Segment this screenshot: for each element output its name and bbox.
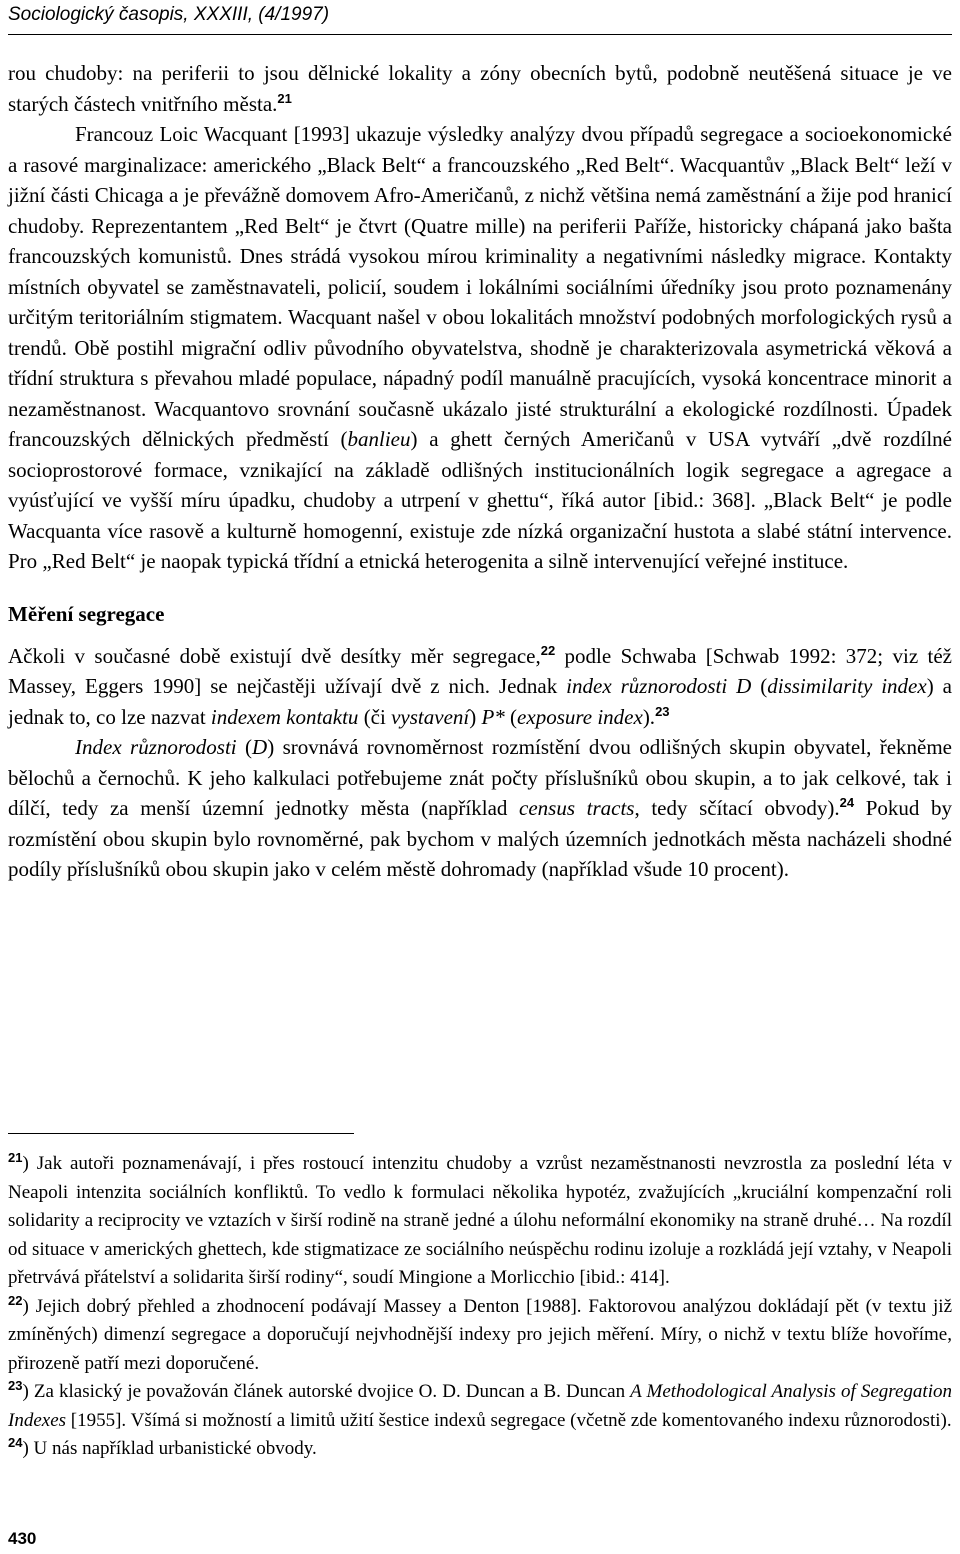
page-number: 430 — [8, 1529, 37, 1548]
footnote-ref-23: 23 — [655, 703, 670, 719]
main-text — [8, 58, 952, 885]
footnote-ref-24: 24 — [839, 795, 855, 810]
p3-b: podle Schwaba [Schwab 1992: 372; viz též Massey, Eggers 1990] se nejčastěji užívají dvě z nich. Jednak — [8, 643, 953, 698]
p4-b: ) srovnává rovnoměrnost rozmístění dvou odlišných skupin obyvatel, řekněme bělochů a černochů. K jeho kalkulaci potřebujeme znát počty příslušníků obou skupin, a to jak celkové, tak i dílčí, tedy za menší územní jednotky města (například — [8, 735, 953, 820]
p4-d: Pokud by rozmístění obou skupin bylo rovnoměrné, pak bychom v malých územních jednotkách města nacházeli shodné podíly příslušníků obou skupin jako v celém městě dohromady (například všude 10 procent). — [8, 796, 952, 881]
paragraph-2-text: Francouz Loic Wacquant [1993] ukazuje výsledky analýzy dvou případů segregace a socioekonomické a rasové marginalizace: amerického „Black Belt“ a francouzského „Red Belt“. Wacquantův „Black Belt“ leží v jižní části Chicaga a je převážně domovem Afro-Američanů, z nichž většina nemá zaměstnání a žije pod hranicí chudoby. Reprezentantem „Red Belt“ je čtvrt (Quatre mille) na periferii Paříže, historicky chápaná jako bašta francouzských komunistů. Dnes strádá vysokou mírou kriminality a negativními následky migrace. Kontakty místních obyvatel se zaměstnavateli, policií, soudem i lokálními sociálními úředníky jsou proto poznamenány určitým teritoriálním stigmatem. Wacquant našel v obou lokalitách množství podobných morfologických rysů a trendů. Obě postihl migrační odliv původního obyvatelstva, shodně je charakterizovala asymetrická věková a třídní struktura s převahou mladé populace, nápadný podíl manuálně pracujících, vysoká koncentrace minorit a nezaměstnanost. Wacquantovo srovnání současně ukázalo jisté strukturální a ekologické rozdílnosti. Úpadek francouzských dělnických předměstí ( — [8, 122, 952, 451]
running-header: Sociologický časopis, XXXIII, (4/1997) — [8, 4, 330, 25]
paragraph-1-text: rou chudoby: na periferii to jsou dělnické lokality a zóny obecních bytů, podobně neutěšená situace je ve starých částech vnitřního města. — [8, 61, 952, 116]
p3-em1: index různorodosti D — [566, 674, 752, 698]
paragraph-4 — [8, 732, 952, 885]
p4-c: , tedy sčítací obvody). — [634, 796, 840, 820]
p4-em2: D — [252, 735, 268, 759]
p3-em6: exposure index — [517, 704, 643, 729]
p3-f: ) — [469, 704, 482, 729]
paragraph-1 — [8, 58, 952, 119]
footnote-number-24: 24 — [8, 1435, 23, 1450]
footnote-number-21: 21 — [8, 1150, 23, 1165]
paragraph-2-text-cont: ) a ghett černých Američanů v USA vytváří „dvě rozdílné socioprostorové formace, vznikající na základě odlišných institucionálních logik segregace a agregace a vyúsťující ve vyšší míru úpadku, chudoby a utrpení v ghettu“, říká autor [ibid.: 368]. „Black Belt“ je podle Wacquanta více rasově a kulturně homogenní, existuje zde nízká organizační hustota a slabé státní intervence. Pro „Red Belt“ je naopak typická třídní a etnická heterogenita a silně intervenující veřejné instituce. — [8, 427, 952, 573]
p3-em4: vystavení — [391, 704, 470, 729]
footnote-23 — [8, 1378, 952, 1435]
header-rule — [8, 34, 952, 35]
footnote-separator — [8, 1133, 354, 1134]
footnote-21 — [8, 1150, 952, 1293]
p4-em1: Index různorodosti — [75, 735, 237, 759]
p3-c: ( — [751, 674, 768, 698]
footnote-22 — [8, 1293, 952, 1379]
footnote-22-text: ) Jejich dobrý přehled a zhodnocení podávají Massey a Denton [1988]. Faktorovou analýzou dokládají pět (v textu již zmíněných) dimenzí segregace a doporučují nejvhodnější indexy pro jejich měření. Míry, o nichž v textu blíže hovoříme, přirozeně patří mezi doporučené. — [8, 1295, 952, 1374]
p3-g: ( — [504, 704, 518, 729]
p3-em5: P* — [481, 704, 505, 729]
footnotes — [8, 1150, 952, 1464]
p4-em3: census tracts — [519, 796, 635, 820]
footnote-ref-22: 22 — [540, 642, 556, 658]
footnote-number-23: 23 — [8, 1378, 23, 1393]
footnote-24-text: ) U nás například urbanistické obvody. — [22, 1438, 317, 1459]
paragraph-2 — [8, 119, 952, 577]
paragraph-3 — [8, 641, 952, 733]
p3-d: ) a jednak to, co lze nazvat — [8, 674, 952, 729]
footnote-21-text: ) Jak autoři poznamenávají, i přes rostoucí intenzitu chudoby a vzrůst nezaměstnanosti nevzrostla za poslední léta v Neapoli intenzita sociálních konfliktů. To vedlo k formulaci několika hypotéz, zvažujících „kruciální kompenzační roli solidarity a reciprocity ve vztazích v širší rodině na straně jedné a úlohu neformální ekonomiky na straně druhé… Na rozdíl od situace v amerických ghettech, kde stigmatizace ze sociálního neúspěchu rodinu izoluje a rozkládá její vztahy, v Neapoli přetrvává přátelství a solidarita širší rodiny“, soudí Mingione a Morlicchio [ibid.: 414]. — [8, 1153, 952, 1288]
p3-a: Ačkoli v současné době existují dvě desítky měr segregace, — [8, 643, 541, 668]
section-heading: Měření segregace — [8, 601, 165, 626]
p3-h: ). — [642, 704, 656, 729]
p3-em3: indexem kontaktu — [210, 704, 359, 729]
p4-a: ( — [236, 735, 253, 759]
footnote-23-title: A Methodological Analysis of Segregation Indexes — [8, 1381, 952, 1431]
paragraph-2-italic: banlieu — [347, 427, 411, 451]
footnote-23-text: ) Za klasický je považován článek autorské dvojice O. D. Duncan a B. Duncan — [22, 1381, 631, 1402]
p3-em2: dissimilarity index — [767, 674, 927, 698]
footnote-23-text-cont: [1955]. Všímá si možností a limitů užití šestice indexů segregace (včetně zde komentovaného indexu různorodosti). — [66, 1409, 952, 1431]
footnote-ref-21: 21 — [277, 90, 292, 106]
p3-e: (či — [358, 704, 392, 729]
footnote-24 — [8, 1435, 952, 1464]
footnote-number-22: 22 — [8, 1292, 23, 1308]
